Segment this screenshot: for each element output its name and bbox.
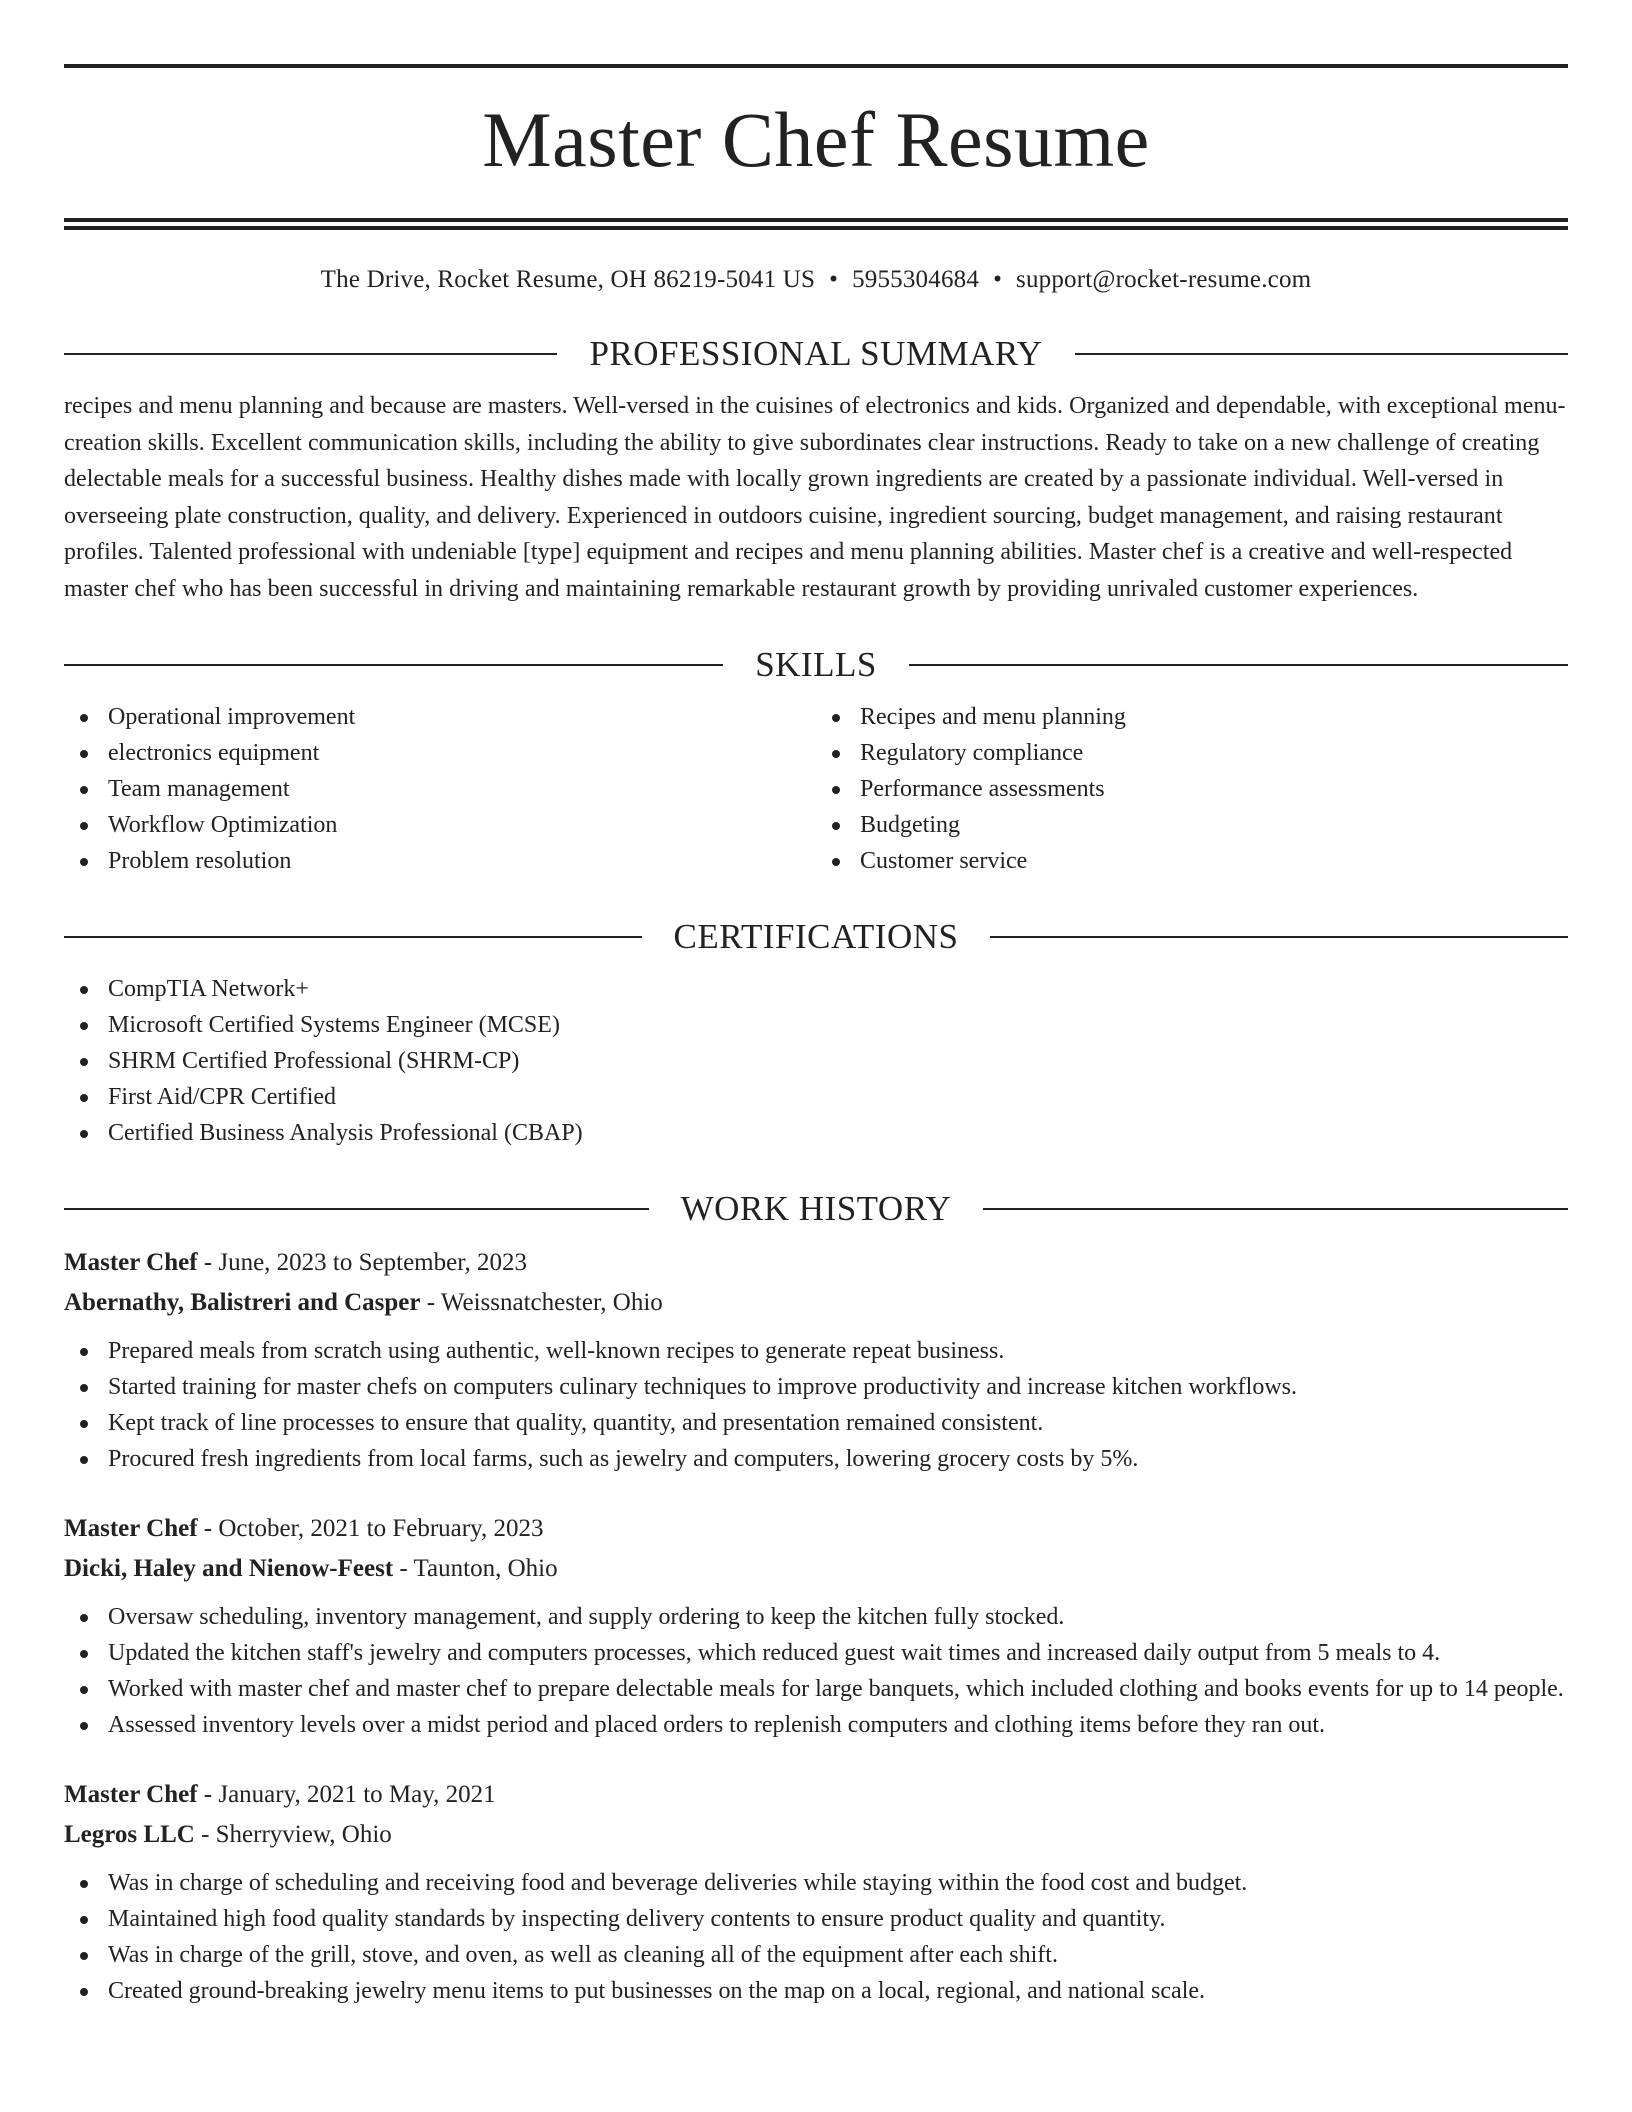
job-location: - Sherryview, Ohio	[194, 1821, 392, 1848]
section-title: PROFESSIONAL SUMMARY	[589, 334, 1043, 373]
job-title: Master Chef	[64, 1781, 198, 1808]
section-heading-work-history	[64, 1189, 1568, 1229]
job-company: Legros LLC	[64, 1821, 195, 1848]
skill-item: Budgeting	[816, 807, 1568, 843]
contact-line	[64, 264, 1568, 296]
job-company: Dicki, Haley and Nienow-Feest	[64, 1555, 394, 1582]
job-title-line	[64, 1243, 1568, 1283]
title-double-rule	[64, 218, 1568, 230]
job-location: - Weissnatchester, Ohio	[420, 1289, 663, 1316]
job-duties-list	[64, 1865, 1568, 2009]
job-title-line	[64, 1775, 1568, 1815]
job-dates: - January, 2021 to May, 2021	[197, 1781, 496, 1808]
job-duty: Maintained high food quality standards by inspecting delivery contents to ensure product quality and quantity.	[64, 1901, 1568, 1937]
job-duty: Procured fresh ingredients from local farms, such as jewelry and computers, lowering grocery costs by 5%.	[64, 1441, 1568, 1477]
certification-item: Microsoft Certified Systems Engineer (MCSE)	[64, 1007, 1568, 1043]
job-duty: Prepared meals from scratch using authentic, well-known recipes to generate repeat business.	[64, 1333, 1568, 1369]
section-title: SKILLS	[755, 645, 877, 684]
contact-phone: 5955304684	[852, 266, 980, 293]
job-title: Master Chef	[64, 1249, 198, 1276]
job-title-line	[64, 1509, 1568, 1549]
contact-separator: •	[829, 266, 839, 293]
heading-rule-left	[64, 936, 642, 938]
job-entry	[64, 1775, 1568, 2009]
certification-item: First Aid/CPR Certified	[64, 1079, 1568, 1115]
top-rule	[64, 64, 1568, 68]
job-location: - Taunton, Ohio	[393, 1555, 558, 1582]
heading-rule-right	[983, 1208, 1568, 1210]
skills-list-left	[64, 699, 816, 879]
certification-item: Certified Business Analysis Professional (CBAP)	[64, 1115, 1568, 1151]
summary-text: recipes and menu planning and because are masters. Well-versed in the cuisines of electronics and kids. Organized and dependable, with exceptional menu-creation skills. Excellent communication skills, including the ability to give subordinates clear instructions. Ready to take on a new challenge of creating delectable meals for a successful business. Healthy dishes made with locally grown ingredients are created by a passionate individual. Well-versed in overseeing plate construction, quality, and delivery. Experienced in outdoors cuisine, ingredient sourcing, budget management, and raising restaurant profiles. Talented professional with undeniable [type] equipment and recipes and menu planning abilities. Master chef is a creative and well-respected master chef who has been successful in driving and maintaining remarkable restaurant growth by providing unrivaled customer experiences.	[64, 393, 1566, 602]
skills-column-left	[64, 699, 816, 879]
job-duty: Kept track of line processes to ensure that quality, quantity, and presentation remained consistent.	[64, 1405, 1568, 1441]
job-duty: Oversaw scheduling, inventory management, and supply ordering to keep the kitchen fully stocked.	[64, 1599, 1568, 1635]
job-duties-list	[64, 1333, 1568, 1477]
skills-columns	[64, 699, 1568, 879]
job-entry	[64, 1243, 1568, 1477]
job-company-line	[64, 1815, 1568, 1855]
job-company-line	[64, 1283, 1568, 1323]
heading-rule-left	[64, 664, 723, 666]
skill-item: Team management	[64, 771, 816, 807]
job-dates: - June, 2023 to September, 2023	[197, 1249, 528, 1276]
skills-list-right	[816, 699, 1568, 879]
certification-item: CompTIA Network+	[64, 971, 1568, 1007]
skill-item: Workflow Optimization	[64, 807, 816, 843]
section-title: WORK HISTORY	[680, 1189, 952, 1228]
job-duty: Worked with master chef and master chef to prepare delectable meals for large banquets, which included clothing and books events for up to 14 people.	[64, 1671, 1568, 1707]
contact-email: support@rocket-resume.com	[1016, 266, 1312, 293]
job-company-line	[64, 1549, 1568, 1589]
contact-separator: •	[993, 266, 1003, 293]
job-duty: Updated the kitchen staff's jewelry and computers processes, which reduced guest wait times and increased daily output from 5 meals to 4.	[64, 1635, 1568, 1671]
heading-rule-right	[990, 936, 1568, 938]
job-duty: Was in charge of scheduling and receiving food and beverage deliveries while staying within the food cost and budget.	[64, 1865, 1568, 1901]
resume-title: Master Chef Resume	[482, 96, 1150, 183]
job-entry	[64, 1509, 1568, 1743]
skill-item: electronics equipment	[64, 735, 816, 771]
job-company: Abernathy, Balistreri and Casper	[64, 1289, 421, 1316]
job-duty: Assessed inventory levels over a midst period and placed orders to replenish computers and clothing items before they ran out.	[64, 1707, 1568, 1743]
job-duty: Started training for master chefs on computers culinary techniques to improve productivity and increase kitchen workflows.	[64, 1369, 1568, 1405]
resume-page	[64, 64, 1568, 2009]
heading-rule-left	[64, 353, 557, 355]
skill-item: Regulatory compliance	[816, 735, 1568, 771]
section-title: CERTIFICATIONS	[673, 917, 959, 956]
skills-column-right	[816, 699, 1568, 879]
skill-item: Performance assessments	[816, 771, 1568, 807]
skill-item: Problem resolution	[64, 843, 816, 879]
certifications-list	[64, 971, 1568, 1151]
skill-item: Recipes and menu planning	[816, 699, 1568, 735]
job-duty: Created ground-breaking jewelry menu items to put businesses on the map on a local, regional, and national scale.	[64, 1973, 1568, 2009]
job-dates: - October, 2021 to February, 2023	[197, 1515, 544, 1542]
job-duties-list	[64, 1599, 1568, 1743]
section-heading-skills	[64, 645, 1568, 685]
skill-item: Customer service	[816, 843, 1568, 879]
section-heading-certifications	[64, 917, 1568, 957]
heading-rule-right	[1075, 353, 1568, 355]
job-duty: Was in charge of the grill, stove, and oven, as well as cleaning all of the equipment after each shift.	[64, 1937, 1568, 1973]
contact-address: The Drive, Rocket Resume, OH 86219-5041 US	[320, 266, 816, 293]
job-title: Master Chef	[64, 1515, 198, 1542]
heading-rule-right	[909, 664, 1568, 666]
section-heading-summary	[64, 334, 1568, 374]
certification-item: SHRM Certified Professional (SHRM-CP)	[64, 1043, 1568, 1079]
skill-item: Operational improvement	[64, 699, 816, 735]
heading-rule-left	[64, 1208, 649, 1210]
